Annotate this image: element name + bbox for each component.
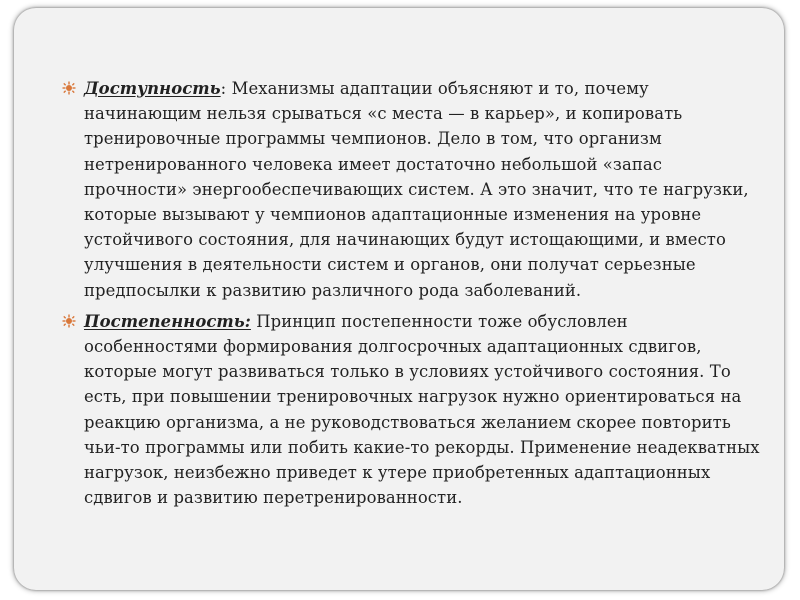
slide-frame xyxy=(14,8,784,590)
slide-content xyxy=(84,76,760,516)
term-accessibility: Доступность xyxy=(84,79,221,98)
paragraph-text: Принцип постепенности тоже обусловлен особенностями формирования долгосрочных адаптационных сдвигов, которые могут развиваться только в условиях устойчивого состояния. То есть, при повышении тренировочных нагрузок нужно ориентироваться на реакцию организма, а не руководствоваться желанием скорее повторить чьи-то программы или побить какие-то рекорды. Применение неадекватных нагрузок, неизбежно приведет к утере приобретенных адаптационных сдвигов и развитию перетренированности. xyxy=(84,311,760,508)
paragraph-accessibility xyxy=(84,76,760,303)
paragraph-gradualness xyxy=(84,309,760,511)
paragraph-text: Механизмы адаптации объясняют и то, почему начинающим нельзя срываться «с места — в карьер», и копировать тренировочные программы чемпионов. Дело в том, что организм нетренированного человека имеет достаточно небольшой «запас прочности» энергообеспечивающих систем. А это значит, что те нагрузки, которые вызывают у чемпионов адаптационные изменения на уровне устойчивого состояния, для начинающих будут истощающими, и вместо улучшения в деятельности систем и органов, они получат серьезные предпосылки к развитию различного рода заболеваний. xyxy=(84,79,749,300)
term-separator: : xyxy=(220,79,227,98)
sun-bullet-icon xyxy=(62,314,76,328)
sun-bullet-icon xyxy=(62,81,76,95)
term-gradualness: Постепенность: xyxy=(84,311,251,331)
